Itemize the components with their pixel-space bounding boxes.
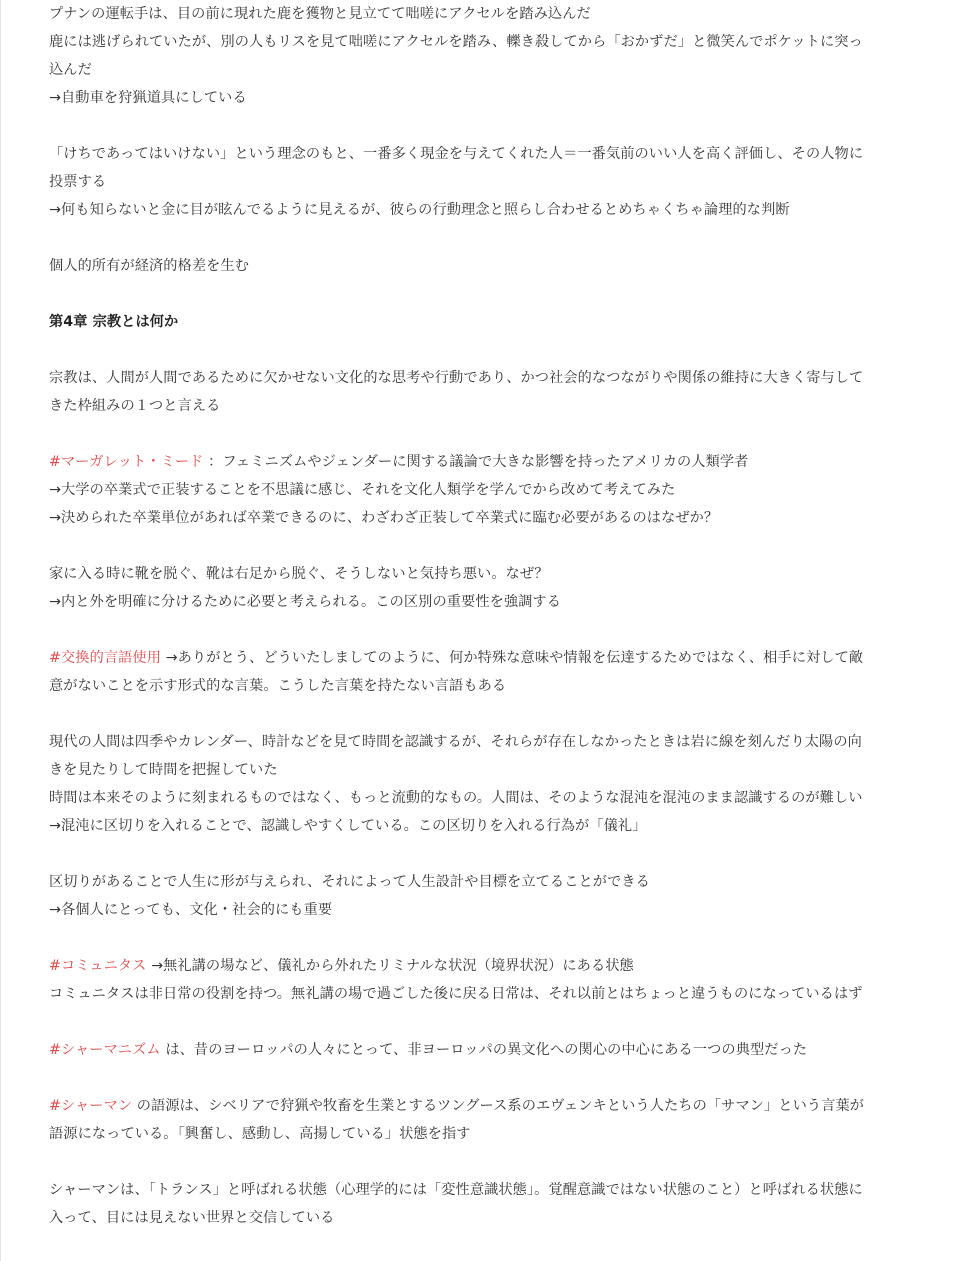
paragraph-line bbox=[49, 1036, 907, 1064]
line-text: の語源は、シベリアで狩猟や牧畜を生業とするツングース系のエヴェンキという人たちの「サマン」という言葉が bbox=[136, 1098, 865, 1114]
paragraph-line: →内と外を明確に分けるために必要と考えられる。この区別の重要性を強調する bbox=[49, 594, 562, 610]
paragraph-line: きた枠組みの１つと言える bbox=[49, 398, 221, 414]
line-text: ：フェミニズムやジェンダーに関する議論で大きな影響を持ったアメリカの人類学者 bbox=[208, 454, 749, 470]
paragraph-line bbox=[49, 952, 907, 980]
paragraph-line: →各個人にとっても、文化・社会的にも重要 bbox=[49, 902, 333, 918]
paragraph-line: 込んだ bbox=[49, 62, 92, 78]
hashtag-link[interactable]: #シャーマニズム bbox=[49, 1042, 161, 1058]
paragraph-line: 時間は本来そのように刻まれるものではなく、もっと流動的なもの。人間は、そのような混沌を混沌のまま認識するのが難しい bbox=[49, 790, 863, 806]
paragraph-line: 語源になっている。「興奮し、感動し、高揚している」状態を指す bbox=[49, 1126, 471, 1142]
chapter-heading: 第4章 宗教とは何か bbox=[49, 314, 179, 330]
paragraph-line bbox=[49, 1092, 907, 1120]
paragraph-line: 個人的所有が経済的格差を生む bbox=[49, 258, 250, 274]
paragraph-line: 投票する bbox=[49, 174, 107, 190]
paragraph-line: →決められた卒業単位があれば卒業できるのに、わざわざ正装して卒業式に臨む必要があるのはなぜか？ bbox=[49, 510, 719, 526]
hashtag-link[interactable]: #コミュニタス bbox=[49, 958, 147, 974]
paragraph-line bbox=[49, 448, 907, 476]
paragraph-line: 現代の人間は四季やカレンダー、時計などを見て時間を認識するが、それらが存在しなかったときは岩に線を刻んだり太陽の向 bbox=[49, 734, 862, 750]
paragraph-line: 入って、目には見えない世界と交信している bbox=[49, 1210, 335, 1226]
paragraph-line: →混沌に区切りを入れることで、認識しやすくしている。この区切りを入れる行為が「儀礼」 bbox=[49, 818, 647, 834]
paragraph-line: →大学の卒業式で正装することを不思議に感じ、それを文化人類学を学んでから改めて考えてみた bbox=[49, 482, 676, 498]
hashtag-link[interactable]: #マーガレット・ミード bbox=[49, 454, 204, 470]
paragraph-line bbox=[49, 644, 907, 672]
paragraph-line: シャーマンは、「トランス」と呼ばれる状態（心理学的には「変性意識状態」。覚醒意識ではない状態のこと）と呼ばれる状態に bbox=[49, 1182, 863, 1198]
hashtag-link[interactable]: #交換的言語使用 bbox=[49, 650, 162, 666]
paragraph-line: →何も知らないと金に目が眩んでるように見えるが、彼らの行動理念と照らし合わせるとめちゃくちゃ論理的な判断 bbox=[49, 202, 790, 218]
hashtag-link[interactable]: #シャーマン bbox=[49, 1098, 133, 1114]
paragraph-line: 区切りがあることで人生に形が与えられ、それによって人生設計や目標を立てることができる bbox=[49, 874, 650, 890]
line-text: は、昔のヨーロッパの人々にとって、非ヨーロッパの異文化への関心の中心にある一つの典型だった bbox=[165, 1042, 808, 1058]
article-body bbox=[49, 0, 907, 1232]
paragraph-line: 家に入る時に靴を脱ぐ、靴は右足から脱ぐ、そうしないと気持ち悪い。なぜ？ bbox=[49, 566, 549, 582]
paragraph-line: 宗教は、人間が人間であるために欠かせない文化的な思考や行動であり、かつ社会的なつながりや関係の維持に大きく寄与して bbox=[49, 370, 864, 386]
paragraph-line: →自動車を狩猟道具にしている bbox=[49, 90, 247, 106]
paragraph-line: きを見たりして時間を把握していた bbox=[49, 762, 278, 778]
paragraph-line: 鹿には逃げられていたが、別の人もリスを見て咄嗟にアクセルを踏み、轢き殺してから「おかずだ」と微笑んでポケットに突っ bbox=[49, 34, 863, 50]
paragraph-line: コミュニタスは非日常の役割を持つ。無礼講の場で過ごした後に戻る日常は、それ以前とはちょっと違うものになっているはず bbox=[49, 986, 863, 1002]
paragraph-line: 意がないことを示す形式的な言葉。こうした言葉を持たない言語もある bbox=[49, 678, 507, 694]
paragraph-line: 「けちであってはいけない」という理念のもと、一番多く現金を与えてくれた人＝一番気前のいい人を高く評価し、その人物に bbox=[49, 146, 864, 162]
line-text: →無礼講の場など、儀礼から外れたリミナルな状況（境界状況）にある状態 bbox=[151, 958, 634, 974]
paragraph-line: プナンの運転手は、目の前に現れた鹿を獲物と見立てて咄嗟にアクセルを踏み込んだ bbox=[49, 6, 591, 22]
line-text: →ありがとう、どういたしましてのように、何か特殊な意味や情報を伝達するためではなく、相手に対して敵 bbox=[165, 650, 864, 666]
